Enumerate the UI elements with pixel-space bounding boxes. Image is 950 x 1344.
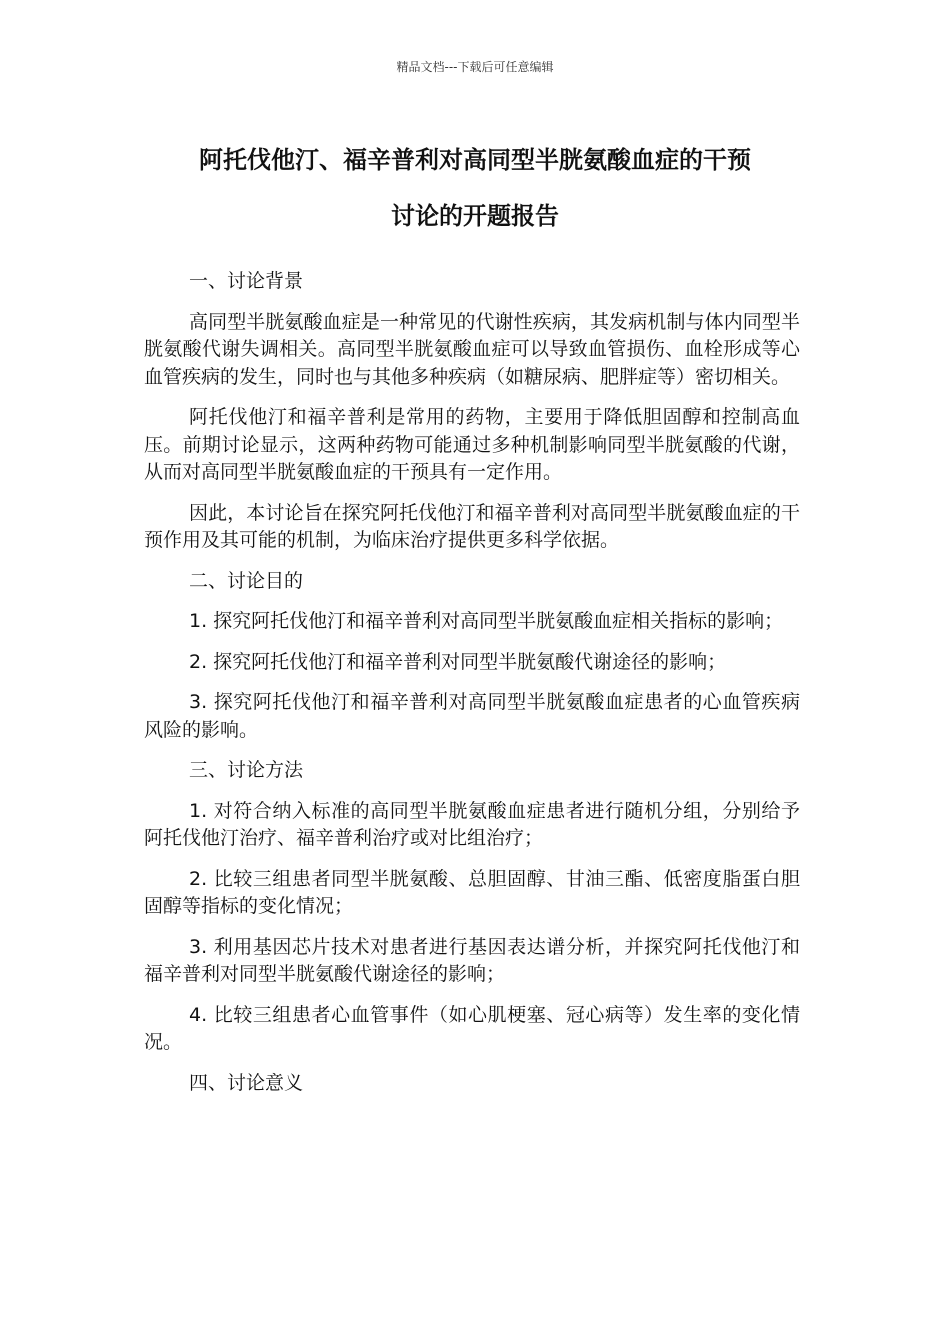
title-line-2: 讨论的开题报告 — [391, 202, 559, 230]
purpose-item-1: 1. 探究阿托伐他汀和福辛普利对高同型半胱氨酸血症相关指标的影响； — [189, 610, 784, 632]
section-heading-purpose: 二、讨论目的 — [189, 569, 304, 592]
page-header-note: 精品文档---下载后可任意编辑 — [396, 60, 554, 74]
section-heading-significance: 四、讨论意义 — [189, 1071, 304, 1094]
document-title — [140, 132, 810, 244]
section-heading-method: 三、讨论方法 — [189, 759, 304, 781]
method-item-1: 1. 对符合纳入标准的高同型半胱氨酸血症患者进行随机分组，分别给予阿托伐他汀治疗、福辛普利治疗或对比组治疗； — [144, 799, 800, 849]
method-item-2: 2. 比较三组患者同型半胱氨酸、总胆固醇、甘油三酯、低密度脂蛋白胆固醇等指标的变化情况； — [144, 867, 800, 917]
background-paragraph-3: 因此，本讨论旨在探究阿托伐他汀和福辛普利对高同型半胱氨酸血症的干预作用及其可能的机制，为临床治疗提供更多科学依据。 — [144, 501, 800, 551]
background-paragraph-2: 阿托伐他汀和福辛普利是常用的药物，主要用于降低胆固醇和控制高血压。前期讨论显示，这两种药物可能通过多种机制影响同型半胱氨酸的代谢，从而对高同型半胱氨酸血症的干预具有一定作用。 — [144, 406, 800, 483]
title-line-1: 阿托伐他汀、福辛普利对高同型半胱氨酸血症的干预 — [199, 146, 751, 174]
background-paragraph-1: 高同型半胱氨酸血症是一种常见的代谢性疾病，其发病机制与体内同型半胱氨酸代谢失调相关。高同型半胱氨酸血症可以导致血管损伤、血栓形成等心血管疾病的发生，同时也与其他多种疾病（如糖尿病、肥胖症等）密切相关。 — [144, 310, 800, 388]
purpose-item-3: 3. 探究阿托伐他汀和福辛普利对高同型半胱氨酸血症患者的心血管疾病风险的影响。 — [144, 691, 800, 741]
method-item-4: 4. 比较三组患者心血管事件（如心肌梗塞、冠心病等）发生率的变化情况。 — [144, 1003, 800, 1053]
purpose-item-2: 2. 探究阿托伐他汀和福辛普利对同型半胱氨酸代谢途径的影响； — [189, 650, 727, 673]
document-body — [144, 268, 800, 1110]
section-heading-background: 一、讨论背景 — [189, 270, 304, 292]
method-item-3: 3. 利用基因芯片技术对患者进行基因表达谱分析，并探究阿托伐他汀和福辛普利对同型半胱氨酸代谢途径的影响； — [144, 935, 800, 985]
